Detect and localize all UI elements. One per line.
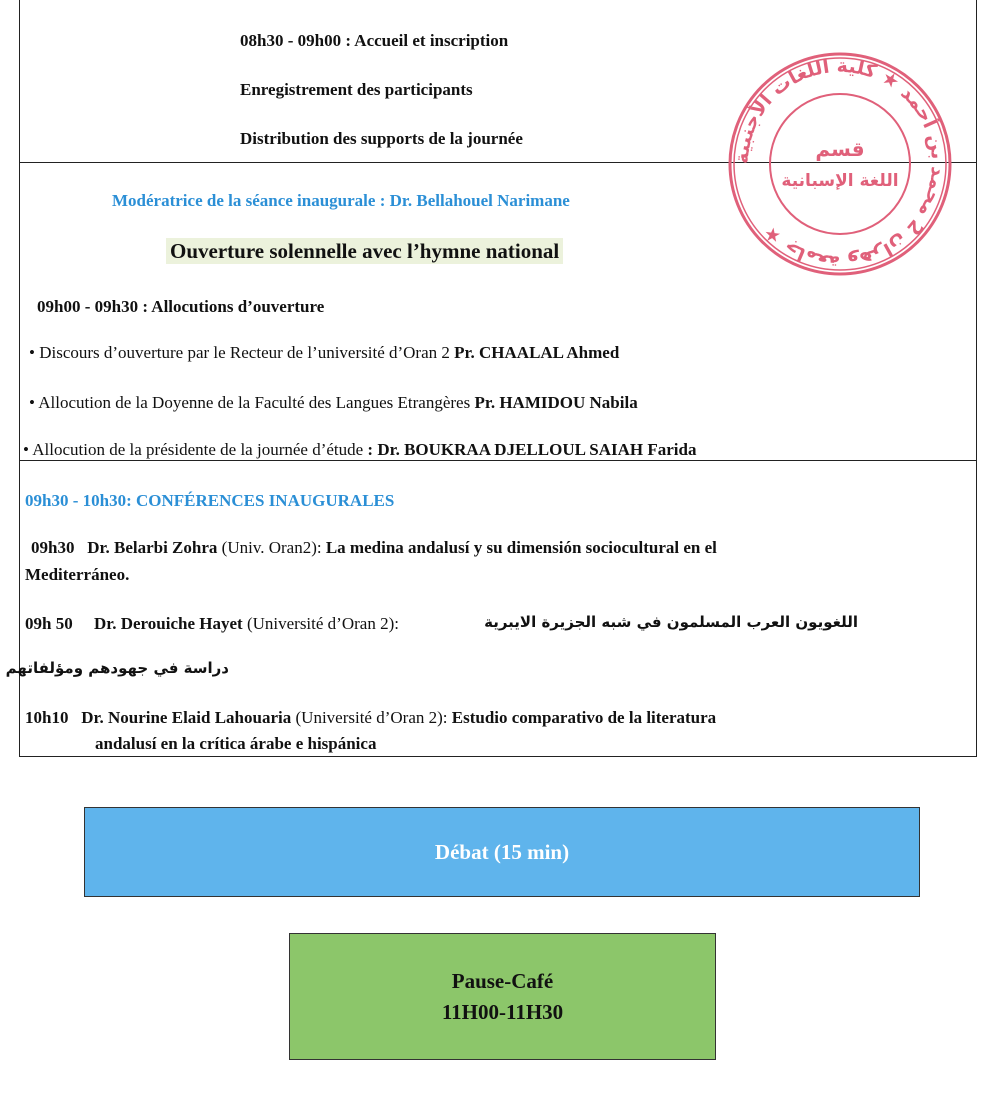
list-item: • Allocution de la Doyenne de la Faculté des Langues Etrangères Pr. HAMIDOU Nabila (29, 393, 638, 412)
talk-3-title-cont: andalusí en la crítica árabe e hispánica (95, 734, 377, 753)
svg-text:قسم: قسم (815, 137, 865, 161)
moderator-line: Modératrice de la séance inaugurale : Dr. Bellahouel Narimane (112, 191, 570, 210)
coffee-break-label: Pause-Café (451, 968, 554, 993)
debate-label: Débat (15 min) (434, 839, 570, 864)
divider (20, 460, 976, 461)
opening-heading: Ouverture solennelle avec l’hymne national (166, 239, 563, 264)
svg-text:جامعة وهران 2 محمد بن أحمد ★ ك: جامعة وهران 2 محمد بن أحمد ★ كلية اللغات الأجنبية ★ (730, 54, 950, 274)
talk-1: 09h30 Dr. Belarbi Zohra (Univ. Oran2): La medina andalusí y su dimensión sociocultural en el (31, 538, 717, 557)
coffee-break-box (289, 933, 716, 1060)
talk-2-arabic-subtitle: دراسة في جهودهم ومؤلفاتهم (5, 659, 229, 677)
list-item: • Discours d’ouverture par le Recteur de l’université d’Oran 2 Pr. CHAALAL Ahmed (29, 343, 620, 362)
registration-line: Enregistrement des participants (240, 80, 473, 99)
debate-box (84, 807, 920, 897)
talk-2: 09h 50 Dr. Derouiche Hayet (Université d’Oran 2): (25, 614, 399, 633)
university-stamp (724, 48, 956, 280)
coffee-break-time: 11H00-11H30 (441, 999, 564, 1024)
list-item: • Allocution de la présidente de la journée d’étude : Dr. BOUKRAA DJELLOUL SAIAH Farida (23, 440, 697, 459)
talk-2-arabic-title: اللغويون العرب المسلمون في شبه الجزيرة الايبرية (484, 613, 858, 631)
talk-3: 10h10 Dr. Nourine Elaid Lahouaria (Université d’Oran 2): Estudio comparativo de la literatura (25, 708, 717, 727)
allocations-title: 09h00 - 09h30 : Allocutions d’ouverture (37, 297, 325, 316)
materials-line: Distribution des supports de la journée (240, 129, 523, 148)
svg-text:اللغة الإسبانية: اللغة الإسبانية (781, 171, 899, 191)
talk-1-title-cont: Mediterráneo. (25, 565, 130, 584)
welcome-line: 08h30 - 09h00 : Accueil et inscription (240, 31, 509, 50)
conferences-title: 09h30 - 10h30: CONFÉRENCES INAUGURALES (25, 491, 395, 510)
